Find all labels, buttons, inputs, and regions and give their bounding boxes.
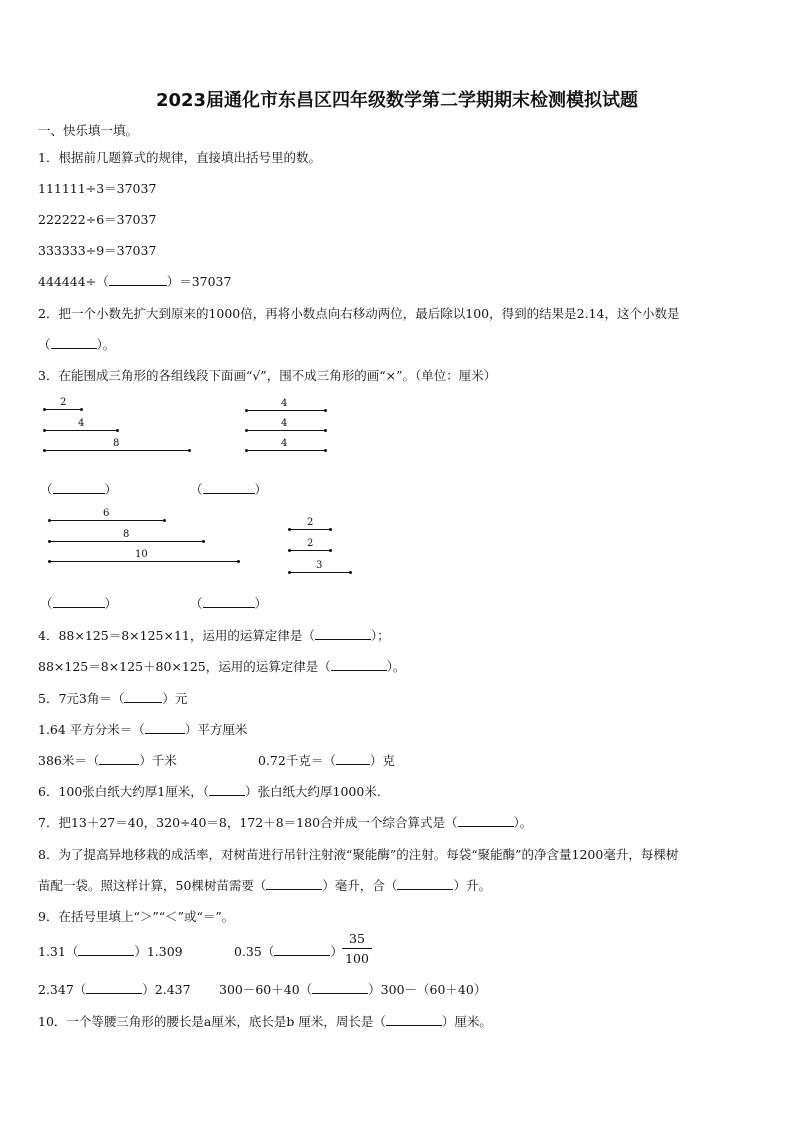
segment-length-label: 10 xyxy=(135,549,148,560)
q9c-answer-blank[interactable] xyxy=(86,982,142,994)
group-4-answer-blank[interactable] xyxy=(203,596,255,608)
q9d-suffix: ）300－（60＋40） xyxy=(368,982,487,997)
question-2-line-2 xyxy=(38,335,115,353)
q6-prefix: 6．100张白纸大约厚1厘米，（ xyxy=(38,784,210,799)
q4-line1-prefix: 4．88×125＝8×125×11，运用的运算定律是（ xyxy=(38,628,315,643)
q9d-prefix: 300－60＋40（ xyxy=(219,982,313,997)
question-7 xyxy=(38,813,532,831)
answer-paren-group-2 xyxy=(190,480,267,498)
q4-line1-suffix: ）； xyxy=(370,628,390,643)
q5-answer-blank-4[interactable] xyxy=(336,753,370,765)
question-4-line-2 xyxy=(38,657,406,675)
q2-suffix: ）。 xyxy=(96,337,116,352)
question-9-stem: 9．在括号里填上“＞”“＜”或“＝”。 xyxy=(38,909,235,924)
segment-length-label: 4 xyxy=(281,398,288,409)
q2-answer-blank[interactable] xyxy=(51,337,97,349)
paren-open: （ xyxy=(40,482,53,497)
group-1-answer-blank[interactable] xyxy=(53,482,105,494)
group-3-answer-blank[interactable] xyxy=(53,596,105,608)
section-heading: 一、快乐填一填。 xyxy=(38,123,139,138)
question-1-stem: 1．根据前几题算式的规律，直接填出括号里的数。 xyxy=(38,150,321,165)
q9a-prefix: 1.31（ xyxy=(38,944,79,959)
q9-compare-b xyxy=(234,942,343,960)
question-5-line-2 xyxy=(38,720,247,738)
q1-equation-4 xyxy=(38,272,231,290)
question-4-line-1 xyxy=(38,626,390,644)
segment-length-label: 6 xyxy=(103,508,110,519)
paren-close: ） xyxy=(104,596,118,611)
question-2-line-1: 2．把一个小数先扩大到原来的1000倍，再将小数点向右移动两位，最后除以100，得到的结果是2.14，这个小数是 xyxy=(38,306,680,321)
q1-answer-blank[interactable] xyxy=(109,274,167,286)
q7-suffix: ）。 xyxy=(513,815,533,830)
fraction-numerator: 35 xyxy=(349,931,365,946)
segment xyxy=(49,520,165,521)
fraction-bar xyxy=(342,948,372,949)
segment xyxy=(49,541,204,542)
segment xyxy=(289,529,331,530)
q2-prefix: （ xyxy=(38,337,51,352)
q10-suffix: ）厘米。 xyxy=(441,1014,492,1029)
question-5-line-3b xyxy=(258,751,395,769)
q5-answer-blank-3[interactable] xyxy=(99,753,139,765)
segment xyxy=(44,450,190,451)
q9c-prefix: 2.347（ xyxy=(38,982,87,997)
q5-line3a-suffix: ）千米 xyxy=(139,753,177,768)
segment xyxy=(289,550,331,551)
segment-length-label: 4 xyxy=(281,438,288,449)
paren-close: ） xyxy=(254,596,268,611)
q1-equation-2: 222222÷6＝37037 xyxy=(38,212,157,227)
q9-compare-c xyxy=(38,980,191,998)
q1-eq4-prefix: 444444÷（ xyxy=(38,274,109,289)
q7-answer-blank[interactable] xyxy=(458,815,514,827)
q5-line3b-suffix: ）克 xyxy=(369,753,395,768)
paren-close: ） xyxy=(254,482,268,497)
q5-answer-blank-2[interactable] xyxy=(145,722,185,734)
question-6 xyxy=(38,782,381,800)
q6-suffix: ）张白纸大约厚1000米. xyxy=(245,784,381,799)
segment-length-label: 8 xyxy=(113,438,120,449)
paren-open: （ xyxy=(40,596,53,611)
q9b-suffix: ） xyxy=(330,944,343,959)
q4-line2-suffix: ）。 xyxy=(386,659,406,674)
segment-length-label: 2 xyxy=(307,517,314,528)
q5-line1-prefix: 5．7元3角＝（ xyxy=(38,691,125,706)
q9b-prefix: 0.35（ xyxy=(234,944,275,959)
segment-length-label: 4 xyxy=(281,418,288,429)
q5-line3a-prefix: 386米＝（ xyxy=(38,753,100,768)
q9a-answer-blank[interactable] xyxy=(78,944,134,956)
q8-prefix: 苗配一袋。照这样计算，50棵树苗需要（ xyxy=(38,878,267,893)
paren-close: ） xyxy=(104,482,118,497)
q9d-answer-blank[interactable] xyxy=(312,982,368,994)
question-8-line-2 xyxy=(38,876,491,894)
q5-answer-blank-1[interactable] xyxy=(124,691,162,703)
segment xyxy=(44,430,118,431)
fraction xyxy=(342,931,372,966)
q5-line1-suffix: ）元 xyxy=(162,691,188,706)
q9-compare-a xyxy=(38,942,183,960)
q1-equation-3: 333333÷9＝37037 xyxy=(38,243,157,258)
q4-answer-blank-1[interactable] xyxy=(315,628,371,640)
segment-length-label: 4 xyxy=(78,418,85,429)
segment-length-label: 2 xyxy=(60,397,67,408)
segment xyxy=(246,430,326,431)
question-10 xyxy=(38,1012,492,1030)
paren-open: （ xyxy=(190,596,203,611)
q9b-answer-blank[interactable] xyxy=(274,944,330,956)
segment xyxy=(246,450,326,451)
q1-eq4-suffix: ）＝37037 xyxy=(166,274,232,289)
answer-paren-group-3 xyxy=(40,594,117,612)
segment-length-label: 8 xyxy=(123,529,130,540)
q1-equation-1: 111111÷3＝37037 xyxy=(38,181,157,196)
q9a-suffix: ）1.309 xyxy=(134,944,183,959)
paren-open: （ xyxy=(190,482,203,497)
q5-line2-prefix: 1.64 平方分米＝（ xyxy=(38,722,145,737)
q10-prefix: 10．一个等腰三角形的腰长是a厘米，底长是b 厘米，周长是（ xyxy=(38,1014,386,1029)
question-8-line-1: 8．为了提高异地移栽的成活率，对树苗进行吊针注射液“聚能酶”的注射。每袋“聚能酶”的净含量1200毫升，每棵树 xyxy=(38,847,679,862)
question-5-line-3a xyxy=(38,751,177,769)
q9c-suffix: ）2.437 xyxy=(142,982,191,997)
question-3-stem: 3．在能围成三角形的各组线段下面画“√”，围不成三角形的画“×”。（单位：厘米） xyxy=(38,368,497,383)
q7-prefix: 7．把13＋27＝40，320÷40＝8，172＋8＝180合并成一个综合算式是（ xyxy=(38,815,458,830)
q6-answer-blank[interactable] xyxy=(209,784,245,796)
answer-paren-group-1 xyxy=(40,480,117,498)
segment-length-label: 3 xyxy=(316,560,323,571)
segment-length-label: 2 xyxy=(307,538,314,549)
fraction-denominator: 100 xyxy=(345,951,369,966)
question-5-line-1 xyxy=(38,689,187,707)
q5-line2-suffix: ）平方厘米 xyxy=(184,722,248,737)
page-title: 2023届通化市东昌区四年级数学第二学期期末检测模拟试题 xyxy=(155,90,639,111)
q8-suffix: ）升。 xyxy=(453,878,491,893)
group-2-answer-blank[interactable] xyxy=(203,482,255,494)
q8-middle: ）毫升，合（ xyxy=(322,878,398,893)
q8-answer-blank-1[interactable] xyxy=(266,878,322,890)
q8-answer-blank-2[interactable] xyxy=(397,878,453,890)
answer-paren-group-4 xyxy=(190,594,267,612)
segment xyxy=(289,572,351,573)
q9-compare-d xyxy=(219,980,486,998)
segment xyxy=(246,410,326,411)
q10-answer-blank[interactable] xyxy=(386,1014,442,1026)
segment xyxy=(49,561,239,562)
q4-answer-blank-2[interactable] xyxy=(331,659,387,671)
segment xyxy=(44,409,82,410)
q5-line3b-prefix: 0.72千克＝（ xyxy=(258,753,336,768)
q4-line2-prefix: 88×125＝8×125＋80×125，运用的运算定律是（ xyxy=(38,659,331,674)
